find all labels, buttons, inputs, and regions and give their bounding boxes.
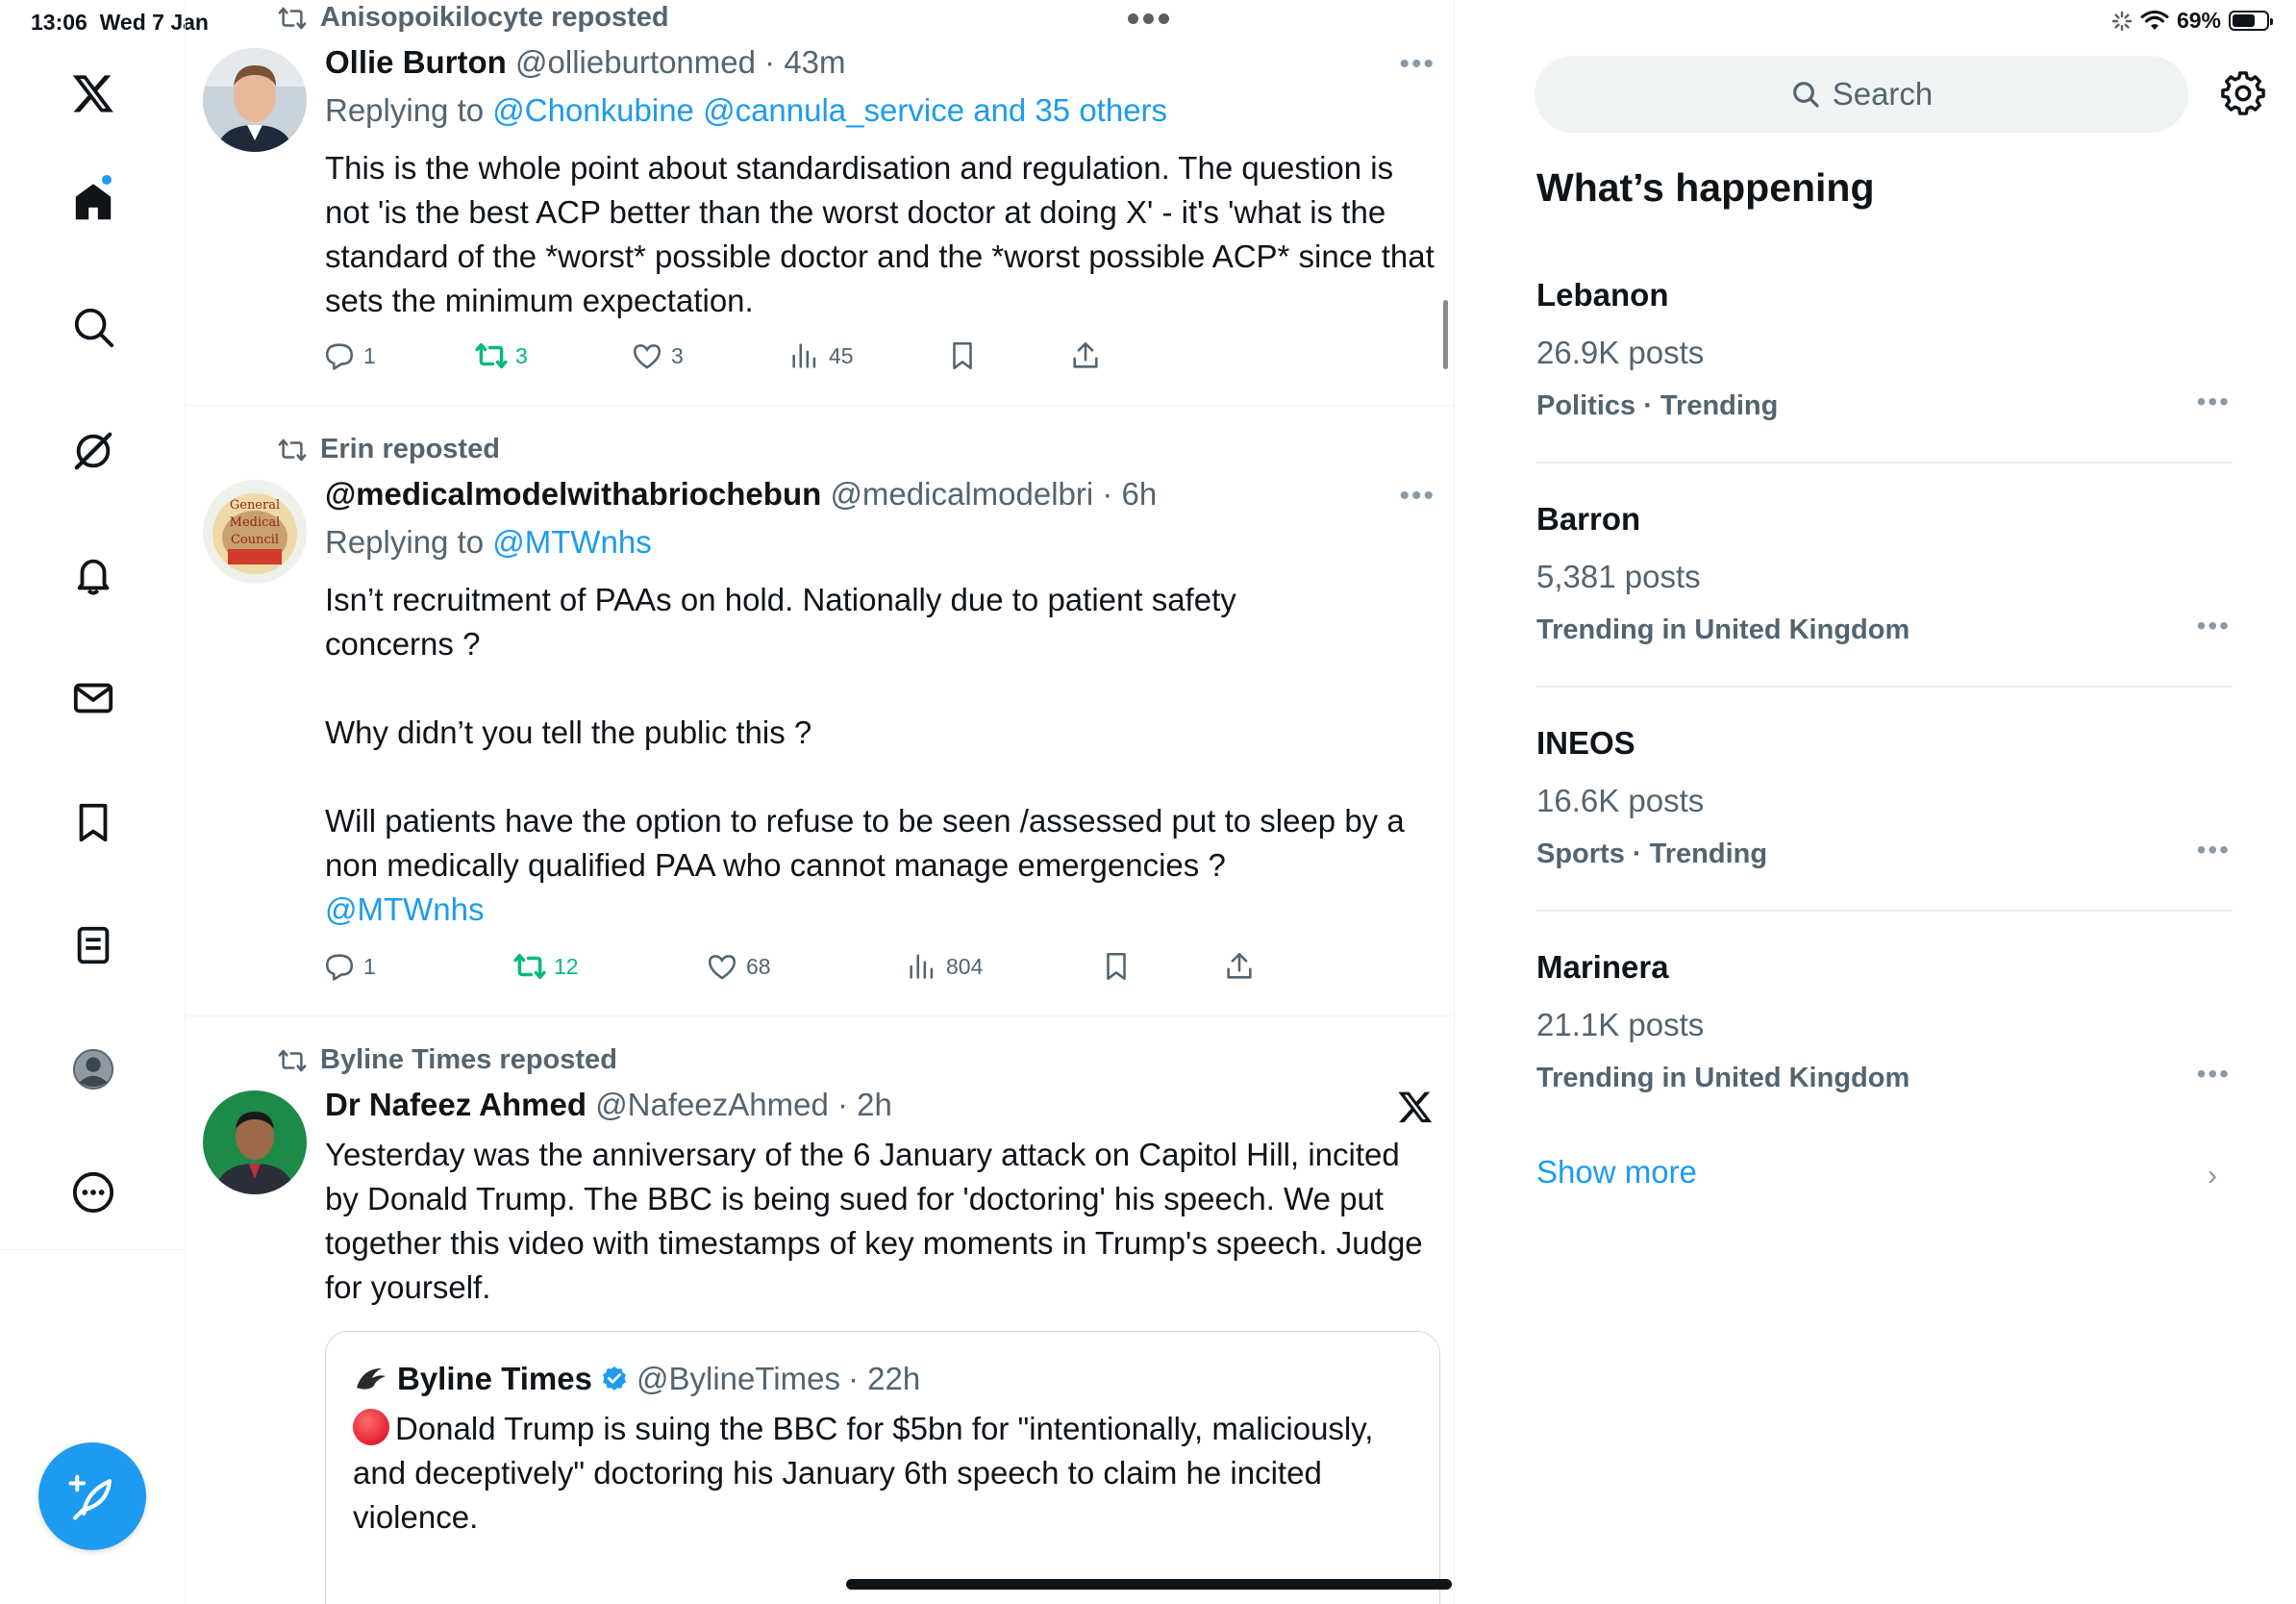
tweet-time[interactable]: · 2h: [836, 1087, 892, 1122]
bookmark-icon: [946, 339, 979, 372]
share-icon: [1069, 339, 1102, 372]
trend-more-button[interactable]: •••: [2196, 387, 2231, 416]
grok-nav-item[interactable]: [60, 417, 127, 485]
mention-link[interactable]: @MTWnhs: [325, 891, 485, 927]
tweet-header: [325, 1087, 892, 1123]
repost-icon: [278, 4, 307, 33]
repost-indicator: Byline Times reposted: [278, 1044, 617, 1076]
tweet[interactable]: [186, 407, 1455, 1016]
tweet-actions: [323, 339, 1285, 378]
author-handle[interactable]: @ollieburtonmed: [515, 44, 756, 80]
home-notification-dot: [102, 175, 112, 185]
wifi-icon: [2140, 11, 2169, 32]
views-icon: [906, 950, 938, 983]
replying-to: Replying to @Chonkubine @cannula_service and 35 others: [325, 92, 1168, 128]
tweet-time[interactable]: · 6h: [1102, 476, 1158, 512]
trend-divider: [1536, 686, 2233, 688]
status-right: [2111, 8, 2269, 34]
author-name[interactable]: Ollie Burton: [325, 44, 507, 80]
bookmarks-nav-item[interactable]: [60, 789, 127, 856]
replying-to: Replying to @MTWnhs: [325, 524, 652, 560]
battery-icon: [2229, 11, 2269, 31]
tweet-more-button[interactable]: •••: [1399, 48, 1435, 80]
whats-happening-title: What’s happening: [1536, 165, 1875, 210]
x-logo-icon: [1397, 1089, 1434, 1125]
compose-button[interactable]: [38, 1442, 146, 1550]
battery-percent: 69%: [2176, 8, 2221, 33]
profile-nav-item[interactable]: [60, 1036, 127, 1103]
bookmark-icon: [1100, 950, 1133, 983]
repost-icon: [278, 436, 307, 464]
tweet[interactable]: [186, 0, 1455, 406]
reply-button[interactable]: 1: [323, 950, 376, 983]
views-button[interactable]: 804: [906, 950, 983, 983]
trend-divider: [1536, 910, 2233, 912]
home-indicator[interactable]: [846, 1579, 1452, 1590]
tweet-text: This is the whole point about standardisation and regulation. The question is not 'is the best ACP better than the worst doctor at doing X' - it's 'what is the standard of the *worst* possible doctor and the *worst possible ACP* since that sets the minimum expectation.: [325, 150, 1435, 318]
trend-more-button[interactable]: •••: [2196, 1059, 2231, 1089]
avatar-text-2: Medical: [229, 515, 281, 530]
avatar[interactable]: [203, 1090, 307, 1194]
repost-button[interactable]: 12: [513, 950, 579, 983]
replying-to-links[interactable]: @Chonkubine @cannula_service and 35 others: [492, 92, 1168, 128]
quoted-tweet-header: [353, 1361, 920, 1397]
bookmarks-icon: [71, 800, 115, 844]
trend-more-button[interactable]: •••: [2196, 835, 2231, 865]
trend-divider: [1536, 462, 2233, 464]
tweet-more-button[interactable]: •••: [1399, 480, 1435, 512]
trend-item[interactable]: Lebanon 26.9K posts Politics · Trending •••: [1536, 277, 2231, 421]
repost-indicator: Anisopoikilocyte reposted: [278, 2, 669, 34]
verified-badge-icon: [600, 1365, 629, 1393]
bookmark-button[interactable]: [946, 339, 979, 372]
views-button[interactable]: 45: [788, 339, 854, 372]
lists-icon: [71, 923, 115, 967]
trend-item[interactable]: Marinera 21.1K posts Trending in United Kingdom •••: [1536, 949, 2231, 1093]
tweet-text: Isn’t recruitment of PAAs on hold. Nationally due to patient safety concerns ? Why didn’t you tell the public this ? Will patients have the option to refuse to be seen /assessed put to sleep by a non medically qualified PAA who cannot manage emergencies ? @MTWnhs: [325, 578, 1306, 932]
search-icon: [71, 305, 115, 349]
home-icon: [71, 181, 115, 225]
status-time: 13:06 Wed 7 Jan: [31, 10, 209, 35]
byline-times-logo-icon: [353, 1363, 389, 1395]
activity-spinner-icon: [2111, 11, 2133, 32]
show-more-link[interactable]: Show more: [1536, 1154, 1697, 1190]
quoted-author-handle[interactable]: @BylineTimes: [636, 1361, 840, 1396]
trend-more-button[interactable]: •••: [2196, 611, 2231, 640]
tweet-header: [325, 476, 1157, 513]
profile-icon: [71, 1047, 115, 1091]
author-handle[interactable]: @medicalmodelbri: [830, 476, 1094, 512]
bookmark-button[interactable]: [1100, 950, 1133, 983]
views-icon: [788, 339, 821, 372]
repost-icon: [475, 339, 508, 372]
tweet-actions: [323, 950, 1285, 989]
quoted-author-name[interactable]: Byline Times: [397, 1361, 592, 1396]
avatar[interactable]: [203, 480, 307, 584]
more-icon: [71, 1170, 115, 1215]
avatar[interactable]: [203, 48, 307, 152]
tweet-text: Yesterday was the anniversary of the 6 January attack on Capitol Hill, incited by Donald Trump. The BBC is being sued for 'doctoring' his speech. We put together this video with timestamps of key moments in Trump's speech. Judge for yourself.: [325, 1137, 1423, 1305]
red-circle-emoji-icon: [353, 1409, 389, 1445]
reply-icon: [323, 950, 356, 983]
quoted-tweet-time[interactable]: · 22h: [847, 1361, 921, 1396]
like-button[interactable]: 68: [706, 950, 771, 983]
repost-indicator: Erin reposted: [278, 434, 500, 465]
home-nav-item[interactable]: [60, 169, 127, 237]
messages-nav-item[interactable]: [60, 664, 127, 732]
settings-button[interactable]: [2221, 71, 2265, 115]
quoted-tweet-text: Donald Trump is suing the BBC for $5bn for "intentionally, maliciously, and deceptively" doctoring his January 6th speech to claim he incited violence.: [353, 1411, 1374, 1535]
nav-lower-area: [0, 1250, 186, 1604]
author-name[interactable]: Dr Nafeez Ahmed: [325, 1087, 587, 1122]
avatar-text-3: Council: [230, 533, 280, 547]
notifications-icon: [71, 553, 115, 597]
notifications-nav-item[interactable]: [60, 541, 127, 609]
like-button[interactable]: 3: [631, 339, 684, 372]
trend-item[interactable]: Barron 5,381 posts Trending in United Kingdom •••: [1536, 501, 2231, 645]
lists-nav-item[interactable]: [60, 912, 127, 979]
compose-icon: [66, 1470, 118, 1522]
grok-icon: [71, 429, 115, 473]
heart-icon: [631, 339, 663, 372]
repost-icon: [513, 950, 546, 983]
share-button[interactable]: [1069, 339, 1102, 372]
timeline: [186, 0, 1455, 1604]
chevron-right-icon: ›: [2208, 1160, 2217, 1191]
repost-icon: [278, 1046, 307, 1075]
left-nav: [0, 0, 186, 1250]
reply-button[interactable]: 1: [323, 339, 376, 372]
author-handle[interactable]: @NafeezAhmed: [595, 1087, 829, 1122]
share-button[interactable]: [1223, 950, 1256, 983]
heart-icon: [706, 950, 738, 983]
search-icon: [1790, 79, 1821, 110]
search-input[interactable]: Search: [1535, 56, 2188, 133]
tweet-header: [325, 44, 846, 81]
gear-icon: [2221, 71, 2265, 115]
tweet[interactable]: [186, 1017, 1455, 1604]
x-logo[interactable]: [60, 60, 127, 127]
quoted-tweet[interactable]: [325, 1331, 1440, 1604]
more-nav-item[interactable]: [60, 1159, 127, 1226]
messages-icon: [71, 676, 115, 720]
trend-item[interactable]: INEOS 16.6K posts Sports · Trending •••: [1536, 725, 2231, 869]
reply-icon: [323, 339, 356, 372]
replying-to-links[interactable]: @MTWnhs: [492, 524, 652, 560]
author-name[interactable]: @medicalmodelwithabriochebun: [325, 476, 822, 512]
repost-button[interactable]: 3: [475, 339, 528, 372]
avatar-text-1: General: [229, 498, 281, 513]
explore-nav-item[interactable]: [60, 293, 127, 361]
tweet-time[interactable]: · 43m: [764, 44, 846, 80]
share-icon: [1223, 950, 1256, 983]
